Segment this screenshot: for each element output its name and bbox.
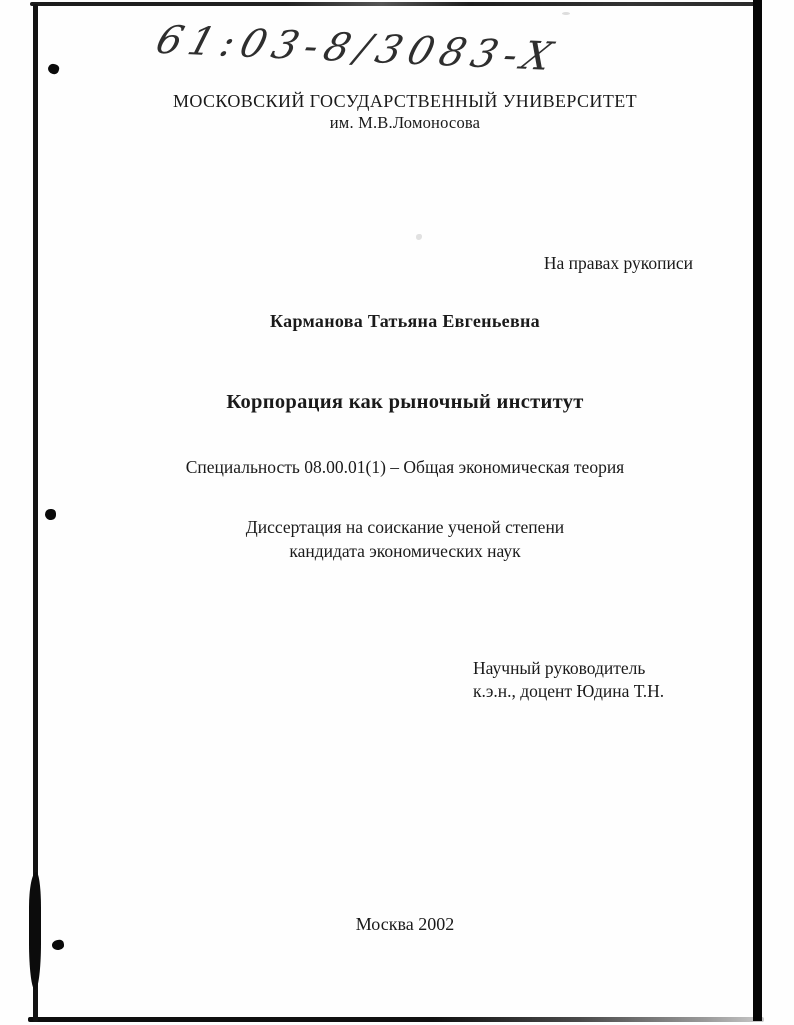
supervisor-block bbox=[473, 657, 664, 703]
thesis-type-block bbox=[36, 515, 774, 563]
thesis-type-line2: кандидата экономических наук bbox=[289, 541, 521, 561]
author-name: Карманова Татьяна Евгеньевна bbox=[270, 311, 540, 331]
speciality-line: Специальность 08.00.01(1) – Общая экономическая теория bbox=[185, 457, 625, 477]
university-name: МОСКОВСКИЙ ГОСУДАРСТВЕННЫЙ УНИВЕРСИТЕТ bbox=[172, 91, 638, 111]
supervisor-name: к.э.н., доцент Юдина Т.Н. bbox=[473, 681, 665, 701]
handwritten-catalog-number: 61:03-8/3083-X bbox=[150, 18, 564, 80]
university-branch: им. М.В.Ломоносова bbox=[329, 113, 481, 132]
university-header bbox=[36, 90, 774, 134]
supervisor-label: Научный руководитель bbox=[473, 658, 646, 678]
city-and-year: Москва 2002 bbox=[355, 914, 455, 934]
thesis-type-line1: Диссертация на соискание ученой степени bbox=[245, 517, 565, 537]
dissertation-title: Корпорация как рыночный институт bbox=[226, 391, 584, 413]
manuscript-rights-note: На правах рукописи bbox=[543, 253, 693, 273]
page-content bbox=[36, 0, 774, 1025]
